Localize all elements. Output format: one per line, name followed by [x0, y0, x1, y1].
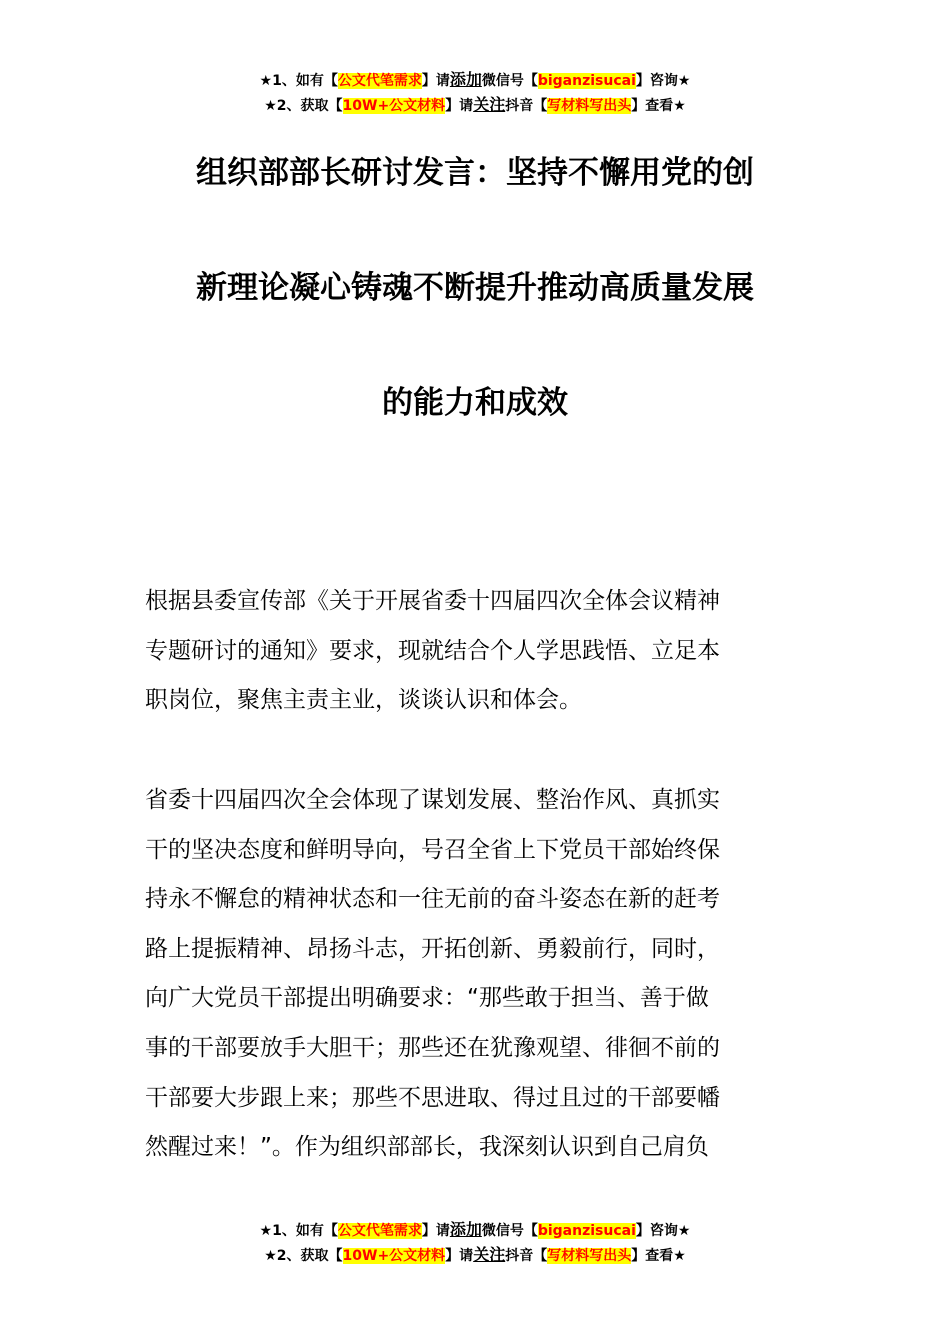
banner-text: 】请	[421, 73, 450, 89]
paragraph-line: 然醒过来！”。作为组织部部长，我深刻认识到自己肩负	[145, 1134, 709, 1161]
highlight-service: 公文代笔需求	[337, 73, 422, 89]
banner-text: ★2、获取【	[264, 98, 343, 114]
paragraph-line: 干的坚决态度和鲜明导向，号召全省上下党员干部始终保	[145, 836, 720, 863]
paragraph-line: 事的干部要放手大胆干；那些还在犹豫观望、徘徊不前的	[145, 1034, 720, 1061]
banner-text: 微信号【	[481, 1223, 538, 1239]
banner-text: 】咨询★	[635, 1223, 691, 1239]
highlight-service: 公文代笔需求	[337, 1223, 422, 1239]
banner-text: 】请	[445, 1248, 474, 1264]
banner-text: 抖音【	[505, 1248, 548, 1264]
banner-text: 微信号【	[481, 73, 538, 89]
banner-text: 】请	[445, 98, 474, 114]
banner-text: 】请	[421, 1223, 450, 1239]
banner-text: 】查看★	[631, 98, 686, 114]
footer-banner	[0, 1218, 950, 1268]
document-title	[140, 138, 810, 483]
banner-line-1	[0, 1218, 950, 1243]
highlight-douyin-account: 写材料写出头	[547, 98, 632, 114]
underlined-follow: 关注	[473, 1245, 506, 1264]
highlight-materials: 10W+公文材料	[342, 98, 446, 114]
banner-text: 】咨询★	[635, 73, 691, 89]
paragraph-2	[145, 776, 810, 1173]
paragraph-line: 持永不懈怠的精神状态和一往无前的奋斗姿态在新的赶考	[145, 886, 720, 913]
title-line: 的能力和成效	[382, 385, 568, 421]
underlined-add: 添加	[449, 70, 482, 89]
paragraph-line: 职岗位，聚焦主责主业，谈谈认识和体会。	[145, 687, 582, 714]
paragraph-line: 根据县委宣传部《关于开展省委十四届四次全体会议精神	[145, 588, 720, 614]
banner-text: 抖音【	[505, 98, 548, 114]
banner-text: ★2、获取【	[264, 1248, 343, 1264]
title-line: 组织部部长研讨发言：坚持不懈用党的创	[196, 155, 754, 191]
banner-text: ★1、如有【	[259, 73, 338, 89]
paragraph-line: 向广大党员干部提出明确要求：“那些敢于担当、善于做	[145, 985, 709, 1012]
paragraph-line: 路上提振精神、昂扬斗志，开拓创新、勇毅前行，同时，	[145, 935, 720, 962]
banner-text: ★1、如有【	[259, 1223, 338, 1239]
paragraph-line: 干部要大步跟上来；那些不思进取、得过且过的干部要幡	[145, 1084, 720, 1111]
title-line: 新理论凝心铸魂不断提升推动高质量发展	[196, 270, 754, 306]
highlight-wechat-id: biganzisucai	[537, 73, 636, 89]
banner-line-2	[0, 1243, 950, 1268]
header-banner	[0, 68, 950, 118]
banner-line-1	[0, 68, 950, 93]
underlined-follow: 关注	[473, 95, 506, 114]
banner-line-2	[0, 93, 950, 118]
paragraph-1	[145, 577, 810, 726]
banner-text: 】查看★	[631, 1248, 686, 1264]
highlight-materials: 10W+公文材料	[342, 1248, 446, 1264]
paragraph-line: 专题研讨的通知》要求，现就结合个人学思践悟、立足本	[145, 637, 720, 664]
underlined-add: 添加	[449, 1220, 482, 1239]
highlight-wechat-id: biganzisucai	[537, 1223, 636, 1239]
highlight-douyin-account: 写材料写出头	[547, 1248, 632, 1264]
paragraph-line: 省委十四届四次全会体现了谋划发展、整治作风、真抓实	[145, 787, 720, 813]
